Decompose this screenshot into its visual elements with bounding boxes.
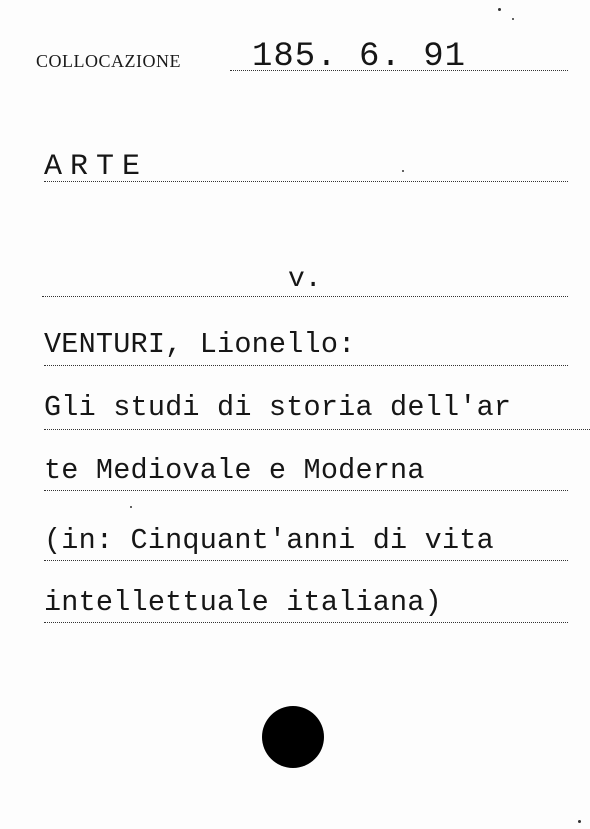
scan-speck xyxy=(512,18,514,20)
title-line-2: te Mediovale e Moderna xyxy=(44,454,425,487)
title-1-dotted-rule xyxy=(44,429,590,430)
subject-dotted-rule xyxy=(44,181,568,182)
shelfmark: 185. 6. 91 xyxy=(252,38,467,76)
scan-speck xyxy=(498,8,501,11)
scan-speck xyxy=(402,170,404,172)
scan-speck xyxy=(578,820,581,823)
source-line-2: intellettuale italiana) xyxy=(44,586,442,619)
see-reference: v. xyxy=(288,264,322,295)
punch-hole xyxy=(262,706,324,768)
source-1-dotted-rule xyxy=(44,560,568,561)
author-line: VENTURI, Lionello: xyxy=(44,328,356,361)
title-line-1: Gli studi di storia dell'ar xyxy=(44,391,512,424)
title-2-dotted-rule xyxy=(44,490,568,491)
source-line-1: (in: Cinquant'anni di vita xyxy=(44,524,494,557)
collocazione-label: COLLOCAZIONE xyxy=(36,51,181,71)
source-2-dotted-rule xyxy=(44,622,568,623)
author-dotted-rule xyxy=(44,365,568,366)
subject-heading: ARTE xyxy=(44,150,149,184)
scan-speck xyxy=(130,506,132,508)
see-dotted-rule xyxy=(42,296,568,297)
